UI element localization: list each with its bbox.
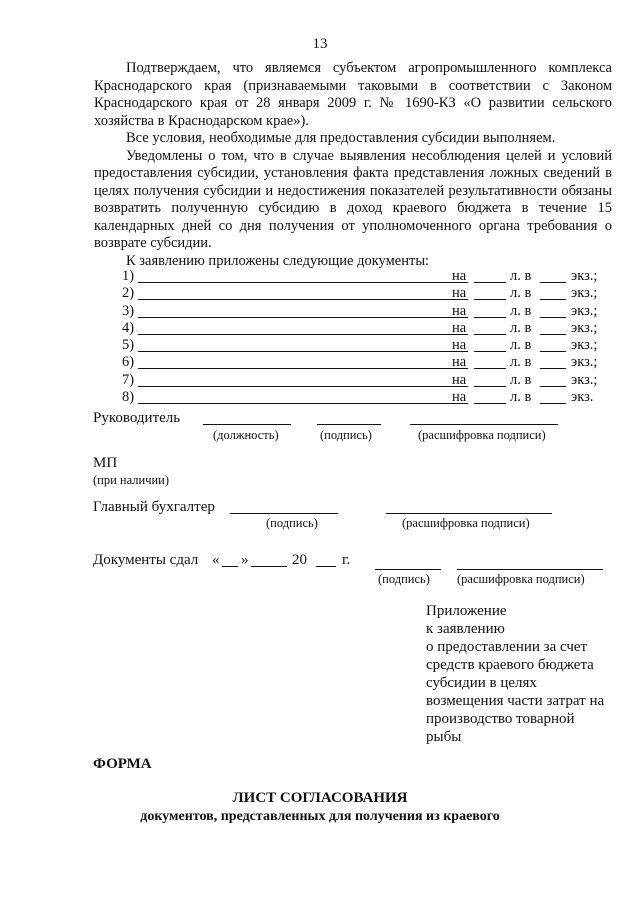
- attachment-number: 6): [122, 354, 135, 371]
- head-signature-caption: (подпись): [320, 428, 372, 442]
- head-decoding-caption: (расшифровка подписи): [418, 428, 546, 442]
- attachment-name-line[interactable]: [138, 351, 468, 352]
- attachment-name-line[interactable]: [138, 317, 468, 318]
- pages-count-line[interactable]: [474, 299, 506, 300]
- attachment-row: [122, 303, 612, 320]
- sheets-label: л. в: [510, 337, 532, 354]
- copies-count-line[interactable]: [540, 334, 566, 335]
- attachment-number: 8): [122, 389, 135, 406]
- appendix-line: рыбы: [426, 729, 462, 745]
- copies-label: экз.;: [571, 354, 598, 371]
- sheets-label: л. в: [510, 389, 532, 406]
- sheets-label: л. в: [510, 371, 532, 388]
- date-year-prefix: 20: [292, 552, 307, 568]
- sheets-label: л. в: [510, 268, 532, 284]
- paragraph-conditions: Все условия, необходимые для предоставления субсидии выполняем.: [126, 130, 556, 146]
- accountant-decoding-caption: (расшифровка подписи): [402, 516, 530, 530]
- head-position-caption: (должность): [213, 428, 279, 442]
- attachment-row: [122, 389, 612, 406]
- appendix-line: производство товарной: [426, 711, 575, 727]
- sheets-label: л. в: [510, 354, 532, 371]
- pages-count-line[interactable]: [474, 282, 506, 283]
- submitted-label: Документы сдал: [93, 552, 199, 568]
- attachment-row: [122, 285, 612, 302]
- attachments-intro: К заявлению приложены следующие документы:: [126, 252, 430, 269]
- sheet-title: ЛИСТ СОГЛАСОВАНИЯ: [232, 790, 408, 806]
- attachments-list: [122, 268, 612, 406]
- pages-count-line[interactable]: [474, 368, 506, 369]
- appendix-block: [426, 602, 616, 746]
- sheets-label: л. в: [510, 319, 532, 336]
- copies-label: экз.;: [571, 268, 598, 284]
- attachment-name-line[interactable]: [138, 334, 468, 335]
- pages-label: на: [452, 302, 467, 319]
- submitted-signature-caption: (подпись): [378, 572, 430, 586]
- sheet-subtitle: документов, представленных для получения из краевого: [140, 809, 500, 824]
- pages-label: на: [452, 354, 467, 371]
- attachment-name-line[interactable]: [138, 403, 468, 404]
- pages-label: на: [452, 371, 467, 388]
- copies-count-line[interactable]: [540, 368, 566, 369]
- copies-label: экз.: [571, 389, 594, 406]
- paragraph-refund-obligation: Уведомлены о том, что в случае выявления несоблюдения целей и условий предоставления субсидии, установления факта представления ложных сведений в целях получения субсидии и недостижения показателей результативности обязаны возвратить полученную субсидию в доход краевого бюджета в течение 15 календарных дней со дня получения от уполномоченного органа требования о возврате субсидии.: [94, 147, 612, 251]
- pages-label: на: [452, 337, 467, 354]
- appendix-line: к заявлению: [426, 621, 505, 637]
- attachment-number: 7): [122, 371, 135, 388]
- attachment-row: [122, 372, 612, 389]
- attachment-number: 2): [122, 285, 135, 302]
- stamp-label: МП: [93, 455, 118, 471]
- copies-count-line[interactable]: [540, 299, 566, 300]
- head-signature-line[interactable]: [317, 424, 381, 425]
- attachment-number: 5): [122, 337, 135, 354]
- paragraph-agro-subject: Подтверждаем, что являемся субъектом агропромышленного комплекса Краснодарского края (признаваемыми таковыми в соответствии с Законом Краснодарского края от 28 января 2009 г. № 1690-КЗ «О развитии сельского хозяйства в Краснодарском крае»).: [94, 60, 612, 129]
- accountant-signature-caption: (подпись): [266, 516, 318, 530]
- copies-count-line[interactable]: [540, 386, 566, 387]
- confirmation-text: [94, 60, 612, 270]
- copies-count-line[interactable]: [540, 403, 566, 404]
- page-number: 13: [312, 36, 328, 52]
- pages-count-line[interactable]: [474, 403, 506, 404]
- copies-count-line[interactable]: [540, 282, 566, 283]
- appendix-line: возмещения части затрат на: [426, 693, 605, 709]
- attachment-number: 4): [122, 319, 135, 336]
- date-close-quote: »: [241, 552, 249, 568]
- submitted-decoding-line[interactable]: [457, 569, 603, 570]
- sheets-label: л. в: [510, 285, 532, 302]
- copies-label: экз.;: [571, 371, 598, 388]
- pages-count-line[interactable]: [474, 351, 506, 352]
- form-label: ФОРМА: [93, 756, 152, 772]
- attachment-row: [122, 320, 612, 337]
- appendix-line: средств краевого бюджета: [426, 657, 594, 673]
- attachment-name-line[interactable]: [138, 299, 468, 300]
- accountant-label: Главный бухгалтер: [93, 499, 215, 515]
- date-month-line[interactable]: [251, 566, 287, 567]
- pages-count-line[interactable]: [474, 317, 506, 318]
- pages-count-line[interactable]: [474, 386, 506, 387]
- date-open-quote: «: [212, 552, 220, 568]
- head-position-line[interactable]: [203, 424, 291, 425]
- head-decoding-line[interactable]: [410, 424, 558, 425]
- date-year-suffix: г.: [342, 552, 351, 568]
- copies-label: экз.;: [571, 285, 598, 302]
- appendix-line: субсидии в целях: [426, 675, 537, 691]
- copies-label: экз.;: [571, 319, 598, 336]
- submitted-decoding-caption: (расшифровка подписи): [457, 572, 585, 586]
- pages-label: на: [452, 285, 467, 302]
- head-label: Руководитель: [93, 410, 181, 426]
- appendix-line: о предоставлении за счет: [426, 639, 588, 655]
- stamp-note: (при наличии): [93, 473, 170, 487]
- attachment-row: [122, 337, 612, 354]
- sheets-label: л. в: [510, 302, 532, 319]
- attachment-row: [122, 354, 612, 371]
- accountant-decoding-line[interactable]: [386, 513, 552, 514]
- copies-label: экз.;: [571, 302, 598, 319]
- attachment-row: [122, 268, 612, 285]
- copies-count-line[interactable]: [540, 351, 566, 352]
- attachment-name-line[interactable]: [138, 282, 468, 283]
- date-day-line[interactable]: [222, 566, 238, 567]
- copies-count-line[interactable]: [540, 317, 566, 318]
- attachment-number: 1): [122, 268, 135, 284]
- appendix-line: Приложение: [426, 603, 507, 619]
- attachment-name-line[interactable]: [138, 368, 468, 369]
- date-year-line[interactable]: [316, 566, 336, 567]
- pages-count-line[interactable]: [474, 334, 506, 335]
- accountant-signature-line[interactable]: [230, 513, 338, 514]
- attachment-name-line[interactable]: [138, 386, 468, 387]
- pages-label: на: [452, 389, 467, 406]
- copies-label: экз.;: [571, 337, 598, 354]
- attachment-number: 3): [122, 302, 135, 319]
- pages-label: на: [452, 268, 467, 284]
- pages-label: на: [452, 319, 467, 336]
- submitted-signature-line[interactable]: [375, 569, 441, 570]
